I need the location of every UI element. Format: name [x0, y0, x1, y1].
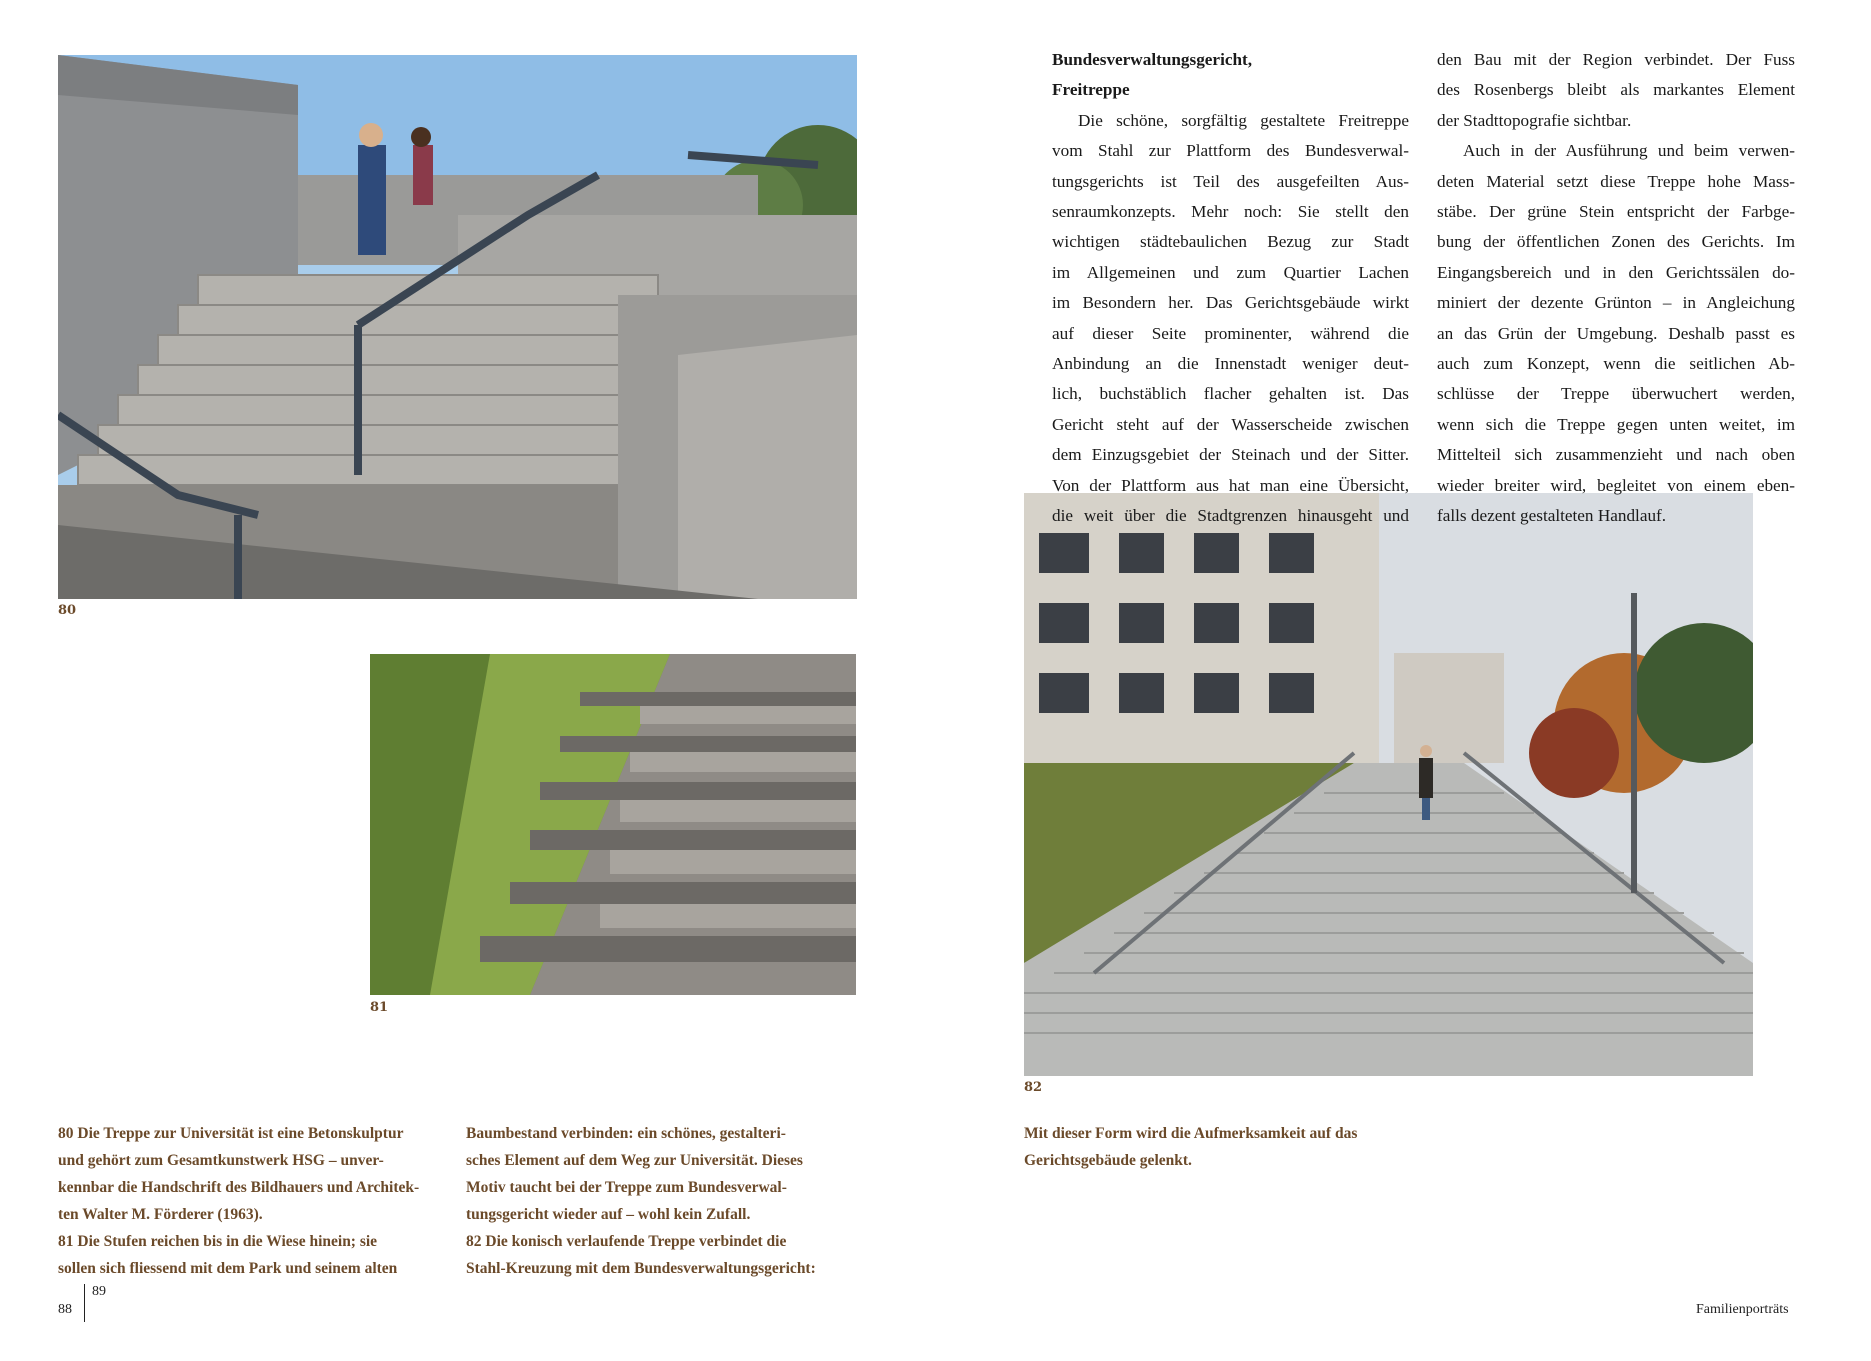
photo-82-federal-court-stairway [1024, 493, 1753, 1076]
body-line: stäbe. Der grüne Stein entspricht der Farbge- [1437, 202, 1795, 222]
caption-line: Mit dieser Form wird die Aufmerksamkeit auf das [1024, 1125, 1358, 1142]
body-line: Gericht steht auf der Wasserscheide zwischen [1052, 414, 1409, 434]
caption-line: kennbar die Handschrift des Bildhauers und Architek- [58, 1179, 420, 1196]
body-line: Mittelteil sich zusammenzieht und nach oben [1437, 445, 1795, 465]
figure-number-82: 82 [1024, 1080, 1043, 1095]
body-column-2 [1437, 45, 1795, 532]
caption-column-1 [58, 1120, 458, 1282]
caption-line: 82 Die konisch verlaufende Treppe verbindet die [466, 1233, 787, 1250]
body-line: Die schöne, sorgfältig gestaltete Freitreppe [1078, 110, 1409, 130]
body-line: Eingangsbereich und in den Gerichtssälen do- [1437, 262, 1795, 282]
section-heading-line-2: Freitreppe [1052, 80, 1130, 100]
body-line: des Rosenbergs bleibt als markantes Element [1437, 80, 1795, 100]
body-line: auch zum Konzept, wenn die seitlichen Ab- [1437, 354, 1795, 374]
body-line: bung der öffentlichen Zonen des Gerichts. Im [1437, 232, 1795, 252]
caption-right-page [1024, 1120, 1444, 1174]
caption-line: und gehört zum Gesamtkunstwerk HSG – unver- [58, 1152, 384, 1169]
section-heading-line-1: Bundesverwaltungsgericht, [1052, 50, 1253, 69]
body-line: an das Grün der Umgebung. Deshalb passt es [1437, 323, 1795, 343]
photo-80-concrete-stairs [58, 55, 857, 599]
caption-column-2 [466, 1120, 866, 1282]
body-line: im Allgemeinen und zum Quartier Lachen [1052, 262, 1409, 282]
body-line: tungsgerichts ist Teil des ausgefeilten Aus- [1052, 171, 1409, 191]
caption-line: ten Walter M. Förderer (1963). [58, 1206, 263, 1223]
body-line: schlüsse der Treppe überwuchert werden, [1437, 384, 1795, 404]
caption-line: Motiv taucht bei der Treppe zum Bundesverwal- [466, 1179, 787, 1196]
running-footer-section: Familienporträts [1696, 1302, 1789, 1317]
caption-line: Baumbestand verbinden: ein schönes, gestalteri- [466, 1125, 786, 1142]
caption-line: Stahl-Kreuzung mit dem Bundesverwaltungsgericht: [466, 1260, 816, 1277]
body-line: miniert der dezente Grünton – in Angleichung [1437, 293, 1795, 313]
body-line: Von der Plattform aus hat man eine Übersicht, [1052, 475, 1409, 495]
photo-81-steps-in-meadow [370, 654, 856, 995]
body-line: im Besondern her. Das Gerichtsgebäude wirkt [1052, 293, 1409, 313]
folio-divider [84, 1284, 85, 1322]
body-line: falls dezent gestalteten Handlauf. [1437, 506, 1667, 526]
figure-number-81: 81 [370, 1000, 389, 1015]
caption-line: Gerichtsgebäude gelenkt. [1024, 1152, 1192, 1169]
body-line: Anbindung an die Innenstadt weniger deut- [1052, 354, 1409, 374]
body-line: den Bau mit der Region verbindet. Der Fuss [1437, 50, 1795, 69]
caption-line: 81 Die Stufen reichen bis in die Wiese hinein; sie [58, 1233, 378, 1250]
caption-line: sches Element auf dem Weg zur Universität. Dieses [466, 1152, 803, 1169]
body-line: deten Material setzt diese Treppe hohe Mass- [1437, 171, 1795, 191]
body-line: wenn sich die Treppe gegen unten weitet, im [1437, 414, 1795, 434]
body-line: wieder breiter wird, begleitet von einem eben- [1437, 475, 1795, 495]
body-line: senraumkonzepts. Mehr noch: Sie stellt den [1052, 202, 1409, 222]
body-line: Auch in der Ausführung und beim verwen- [1463, 141, 1795, 161]
figure-number-80: 80 [58, 603, 77, 618]
caption-line: tungsgericht wieder auf – wohl kein Zufall. [466, 1206, 751, 1223]
body-line: auf dieser Seite prominenter, während die [1052, 323, 1409, 343]
page-number-left: 88 [58, 1302, 72, 1317]
body-line: dem Einzugsgebiet der Steinach und der Sitter. [1052, 445, 1409, 465]
body-line: die weit über die Stadtgrenzen hinausgeht und [1052, 506, 1409, 526]
caption-line: sollen sich fliessend mit dem Park und seinem alten [58, 1260, 398, 1277]
page-number-right: 89 [92, 1284, 106, 1299]
body-line: wichtigen städtebaulichen Bezug zur Stadt [1052, 232, 1409, 252]
body-line: der Stadttopografie sichtbar. [1437, 110, 1632, 130]
body-line: lich, buchstäblich flacher gehalten ist. Das [1052, 384, 1409, 404]
body-line: vom Stahl zur Plattform des Bundesverwal- [1052, 141, 1409, 161]
caption-line: 80 Die Treppe zur Universität ist eine Betonskulptur [58, 1125, 404, 1142]
body-column-1 [1052, 45, 1409, 532]
